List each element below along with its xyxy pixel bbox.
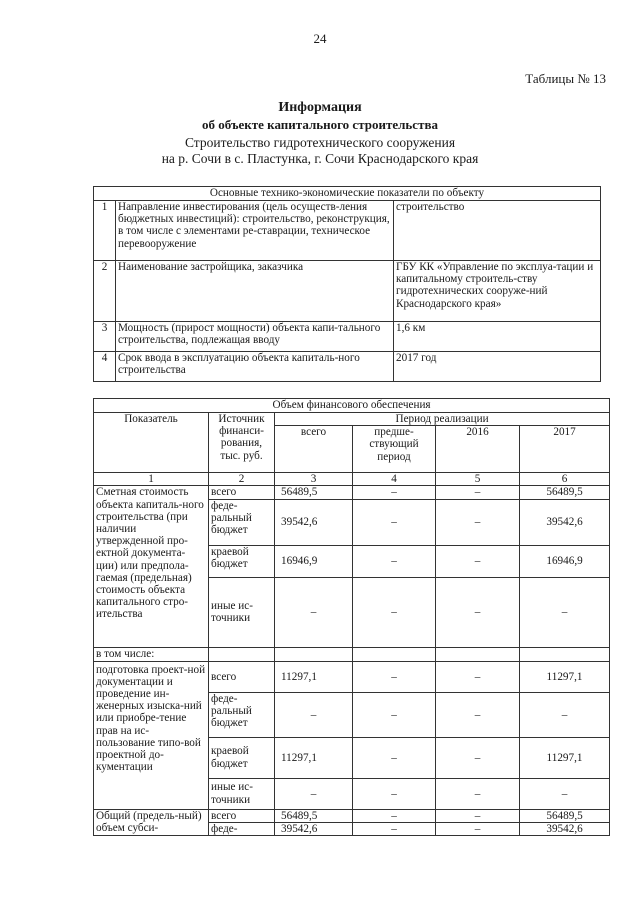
value-total: 39542,6 (275, 499, 353, 545)
value-previous: – (353, 577, 436, 647)
value-2017: 39542,6 (520, 499, 610, 545)
value-2017: 11297,1 (520, 737, 610, 778)
value-previous: – (353, 499, 436, 545)
value-2017: 56489,5 (520, 486, 610, 499)
table-row (94, 352, 601, 382)
value-previous: – (353, 809, 436, 822)
finance-title: Объем финансового обеспечения (94, 399, 610, 413)
table-row (94, 661, 610, 692)
row-number: 1 (94, 201, 116, 261)
col-indicator-header: Показатель (94, 413, 209, 473)
col-2016-header: 2016 (436, 426, 520, 473)
indicators-table (93, 186, 601, 382)
source-cell: краевой бюджет (209, 545, 275, 577)
value-previous: – (353, 545, 436, 577)
table-row (94, 647, 610, 661)
value-previous: – (353, 778, 436, 809)
value-2016: – (436, 486, 520, 499)
value-total: 56489,5 (275, 809, 353, 822)
estimate-label: Сметная стоимость объекта капиталь-ного строительства (при наличии утвержденной про-ектной документа-ции) или предпола-гаемая (предельная) стоимость объекта капитального стро-ительства (94, 486, 209, 647)
value-2016: – (436, 692, 520, 737)
indicator-value: 1,6 км (394, 322, 601, 352)
row-number: 2 (94, 261, 116, 322)
col-2017-header: 2017 (520, 426, 610, 473)
source-cell: всего (209, 661, 275, 692)
source-cell: всего (209, 809, 275, 822)
source-cell: феде-ральный бюджет (209, 692, 275, 737)
value-2017: 39542,6 (520, 822, 610, 835)
row-number: 3 (94, 322, 116, 352)
value-2017: – (520, 778, 610, 809)
value-total: – (275, 778, 353, 809)
column-number: 1 (94, 473, 209, 486)
source-cell: феде- (209, 822, 275, 835)
object-name-line1: Строительство гидротехнического сооружения (184, 135, 456, 150)
indicator-label: Направление инвестирования (цель осуществ-ления бюджетных инвестиций): строительство, реконструкция, в том числе с элементами ре-ставрации, техническое перевооружение (116, 201, 394, 261)
source-cell: всего (209, 486, 275, 499)
value-total: – (275, 692, 353, 737)
document-title: Информация (278, 100, 362, 115)
design-label: подготовка проект-ной документации и проведение ин-женерных изыска-ний или приобре-тение прав на ис-пользование типо-вой проектной до-кументации (94, 661, 209, 809)
value-2016: – (436, 545, 520, 577)
source-cell: иные ис-точники (209, 577, 275, 647)
source-cell: иные ис-точники (209, 778, 275, 809)
value-2016: – (436, 822, 520, 835)
value-2017: – (520, 692, 610, 737)
value-previous: – (353, 692, 436, 737)
column-number: 4 (353, 473, 436, 486)
subsidy-label: Общий (предель-ный) объем субси- (94, 809, 209, 835)
value-total: 11297,1 (275, 661, 353, 692)
source-cell: краевой бюджет (209, 737, 275, 778)
document-subtitle: об объекте капитального строительства (202, 117, 438, 132)
value-2016: – (436, 661, 520, 692)
indicator-value: строительство (394, 201, 601, 261)
source-cell: феде-ральный бюджет (209, 499, 275, 545)
column-numbers-row (94, 473, 610, 486)
col-source-header: Источник финанси-рования, тыс. руб. (209, 413, 275, 473)
value-total: 11297,1 (275, 737, 353, 778)
value-total: 16946,9 (275, 545, 353, 577)
column-number: 6 (520, 473, 610, 486)
page-number: 24 (313, 31, 327, 46)
finance-table (93, 398, 610, 836)
value-total: – (275, 577, 353, 647)
value-total: 56489,5 (275, 486, 353, 499)
value-2017: 11297,1 (520, 661, 610, 692)
table-row (94, 486, 610, 499)
table-row (94, 809, 610, 822)
table-row (94, 322, 601, 352)
value-2016: – (436, 737, 520, 778)
value-2016: – (436, 778, 520, 809)
table-number: Таблицы № 13 (525, 71, 606, 86)
column-number: 5 (436, 473, 520, 486)
value-previous: – (353, 822, 436, 835)
col-total-header: всего (275, 426, 353, 473)
column-number: 3 (275, 473, 353, 486)
col-period-header: Период реализации (275, 413, 610, 426)
row-number: 4 (94, 352, 116, 382)
column-number: 2 (209, 473, 275, 486)
indicator-label: Наименование застройщика, заказчика (116, 261, 394, 322)
value-2016: – (436, 809, 520, 822)
value-previous: – (353, 486, 436, 499)
table-row (94, 201, 601, 261)
table-row (94, 261, 601, 322)
indicators-header: Основные технико-экономические показатели по объекту (94, 187, 601, 201)
including-label: в том числе: (94, 647, 209, 661)
col-previous-header: предше-ствующий период (353, 426, 436, 473)
value-2017: – (520, 577, 610, 647)
indicator-label: Мощность (прирост мощности) объекта капи-тального строительства, подлежащая вводу (116, 322, 394, 352)
object-name-line2: на р. Сочи в с. Пластунка, г. Сочи Краснодарского края (161, 151, 479, 166)
indicator-value: 2017 год (394, 352, 601, 382)
value-previous: – (353, 661, 436, 692)
value-previous: – (353, 737, 436, 778)
indicator-value: ГБУ КК «Управление по эксплуа-тации и капитальному строитель-ству гидротехнических сооруже-ний Краснодарского края» (394, 261, 601, 322)
value-2016: – (436, 577, 520, 647)
value-total: 39542,6 (275, 822, 353, 835)
value-2017: 56489,5 (520, 809, 610, 822)
value-2016: – (436, 499, 520, 545)
indicator-label: Срок ввода в эксплуатацию объекта капиталь-ного строительства (116, 352, 394, 382)
value-2017: 16946,9 (520, 545, 610, 577)
